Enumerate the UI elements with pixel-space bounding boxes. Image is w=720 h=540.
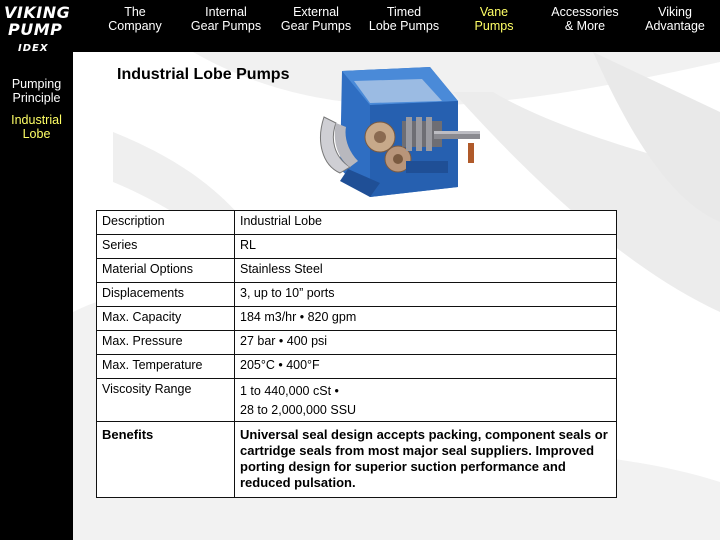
nav-vane-pumps[interactable]: Vane Pumps	[474, 5, 514, 33]
table-row	[97, 211, 617, 235]
table-row	[97, 307, 617, 331]
spec-label: Max. Capacity	[97, 307, 235, 331]
viscosity-line-1: 1 to 440,000 cSt •	[240, 384, 339, 398]
nav-internal-gear-pumps[interactable]: Internal Gear Pumps	[190, 5, 262, 33]
page-title: Industrial Lobe Pumps	[117, 66, 290, 83]
spec-value: 3, up to 10” ports	[235, 283, 617, 307]
table-row	[97, 379, 617, 422]
lobe-pump-cutaway-image	[310, 57, 490, 207]
spec-value-benefits: Universal seal design accepts packing, component seals or cartridge seals from most major seal suppliers. Improved porting design for superior suction performance and reduced pulsation.	[235, 422, 617, 498]
spec-value: RL	[235, 235, 617, 259]
spec-label: Max. Temperature	[97, 355, 235, 379]
spec-value: 205°C • 400°F	[235, 355, 617, 379]
spec-value: Industrial Lobe	[235, 211, 617, 235]
table-row	[97, 355, 617, 379]
nav-timed-lobe-pumps[interactable]: Timed Lobe Pumps	[368, 5, 440, 33]
spec-label: Material Options	[97, 259, 235, 283]
spec-label-viscosity: Viscosity Range	[97, 379, 235, 422]
nav-the-company[interactable]: The Company	[108, 5, 162, 33]
spec-label: Max. Pressure	[97, 331, 235, 355]
table-row	[97, 283, 617, 307]
sidebar-item-pumping-principle[interactable]: Pumping Principle	[11, 77, 62, 105]
spec-value-viscosity	[235, 379, 617, 422]
nav-external-gear-pumps[interactable]: External Gear Pumps	[280, 5, 352, 33]
table-row	[97, 331, 617, 355]
viking-pump-logo[interactable]	[4, 4, 70, 57]
spec-label: Series	[97, 235, 235, 259]
table-row	[97, 422, 617, 498]
logo-line-3: IDEX	[18, 43, 49, 54]
spec-value: 184 m3/hr • 820 gpm	[235, 307, 617, 331]
logo-line-1: VIKING	[4, 3, 71, 22]
nav-viking-advantage[interactable]: Viking Advantage	[645, 5, 705, 33]
sidebar	[0, 0, 73, 540]
spec-label-benefits: Benefits	[97, 422, 235, 498]
specifications-table	[96, 210, 617, 498]
spec-value: 27 bar • 400 psi	[235, 331, 617, 355]
sidebar-item-industrial-lobe[interactable]: Industrial Lobe	[11, 113, 62, 141]
spec-value: Stainless Steel	[235, 259, 617, 283]
nav-accessories-more[interactable]: Accessories & More	[551, 5, 619, 33]
viscosity-line-2: 28 to 2,000,000 SSU	[240, 403, 357, 417]
spec-label: Description	[97, 211, 235, 235]
table-row	[97, 235, 617, 259]
spec-label: Displacements	[97, 283, 235, 307]
table-row	[97, 259, 617, 283]
logo-line-2: PUMP	[8, 20, 63, 39]
